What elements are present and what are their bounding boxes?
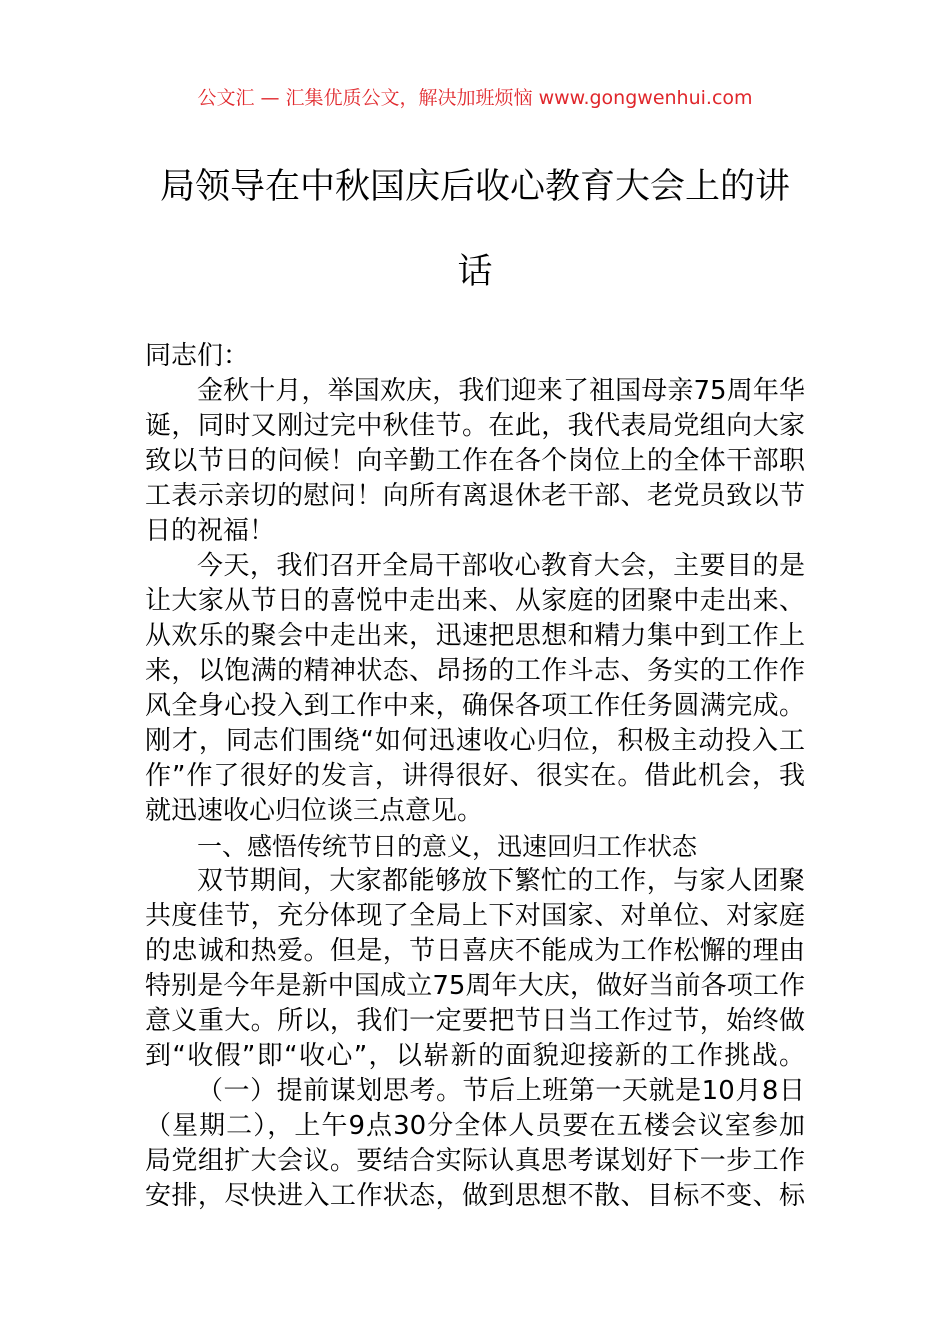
paragraph-line: 特别是今年是新中国成立75周年大庆，做好当前各项工作 (145, 971, 805, 1001)
document-title-line-2: 话 (457, 252, 493, 292)
paragraph-line: 安排，尽快进入工作状态，做到思想不散、目标不变、标 (145, 1181, 805, 1211)
paragraph-line: 日的祝福！ (145, 516, 276, 546)
paragraph-line: （星期二），上午9点30分全体人员要在五楼会议室参加 (145, 1111, 805, 1141)
document-title-line-1: 局领导在中秋国庆后收心教育大会上的讲 (159, 167, 790, 207)
paragraph-line: 从欢乐的聚会中走出来，迅速把思想和精力集中到工作上 (145, 621, 805, 651)
paragraph-line: 局党组扩大会议。要结合实际认真思考谋划好下一步工作 (145, 1146, 805, 1176)
paragraph-line: 让大家从节日的喜悦中走出来、从家庭的团聚中走出来、 (145, 586, 805, 616)
paragraph-line: 风全身心投入到工作中来，确保各项工作任务圆满完成。 (145, 691, 805, 721)
section-heading: 一、感悟传统节日的意义，迅速回归工作状态 (197, 832, 698, 861)
paragraph-line: 刚才，同志们围绕“如何迅速收心归位，积极主动投入工 (145, 726, 805, 756)
paragraph-line: 到“收假”即“收心”，以崭新的面貌迎接新的工作挑战。 (145, 1041, 805, 1071)
paragraph-line: （一）提前谋划思考。节后上班第一天就是10月8日 (197, 1076, 805, 1106)
paragraph-line: 共度佳节，充分体现了全局上下对国家、对单位、对家庭 (145, 901, 805, 931)
site-banner: 公文汇 — 汇集优质公文，解决加班烦恼 www.gongwenhui.com (197, 87, 753, 109)
paragraph-line: 金秋十月，举国欢庆，我们迎来了祖国母亲75周年华 (197, 376, 805, 406)
paragraph-line: 诞，同时又刚过完中秋佳节。在此，我代表局党组向大家 (145, 411, 805, 441)
paragraph-line: 就迅速收心归位谈三点意见。 (145, 796, 484, 826)
paragraph-line: 来，以饱满的精神状态、昂扬的工作斗志、务实的工作作 (145, 656, 805, 686)
paragraph-line: 意义重大。所以，我们一定要把节日当工作过节，始终做 (145, 1006, 805, 1036)
paragraph-line: 作”作了很好的发言，讲得很好、很实在。借此机会，我 (145, 761, 805, 791)
paragraph-line: 双节期间，大家都能够放下繁忙的工作，与家人团聚 (197, 866, 805, 896)
paragraph-line: 今天，我们召开全局干部收心教育大会，主要目的是 (197, 551, 805, 581)
salutation: 同志们： (145, 341, 250, 371)
paragraph-line: 致以节日的问候！向辛勤工作在各个岗位上的全体干部职 (145, 446, 805, 476)
paragraph-line: 的忠诚和热爱。但是，节日喜庆不能成为工作松懈的理由 (145, 936, 805, 966)
paragraph-line: 工表示亲切的慰问！向所有离退休老干部、老党员致以节 (145, 481, 805, 511)
